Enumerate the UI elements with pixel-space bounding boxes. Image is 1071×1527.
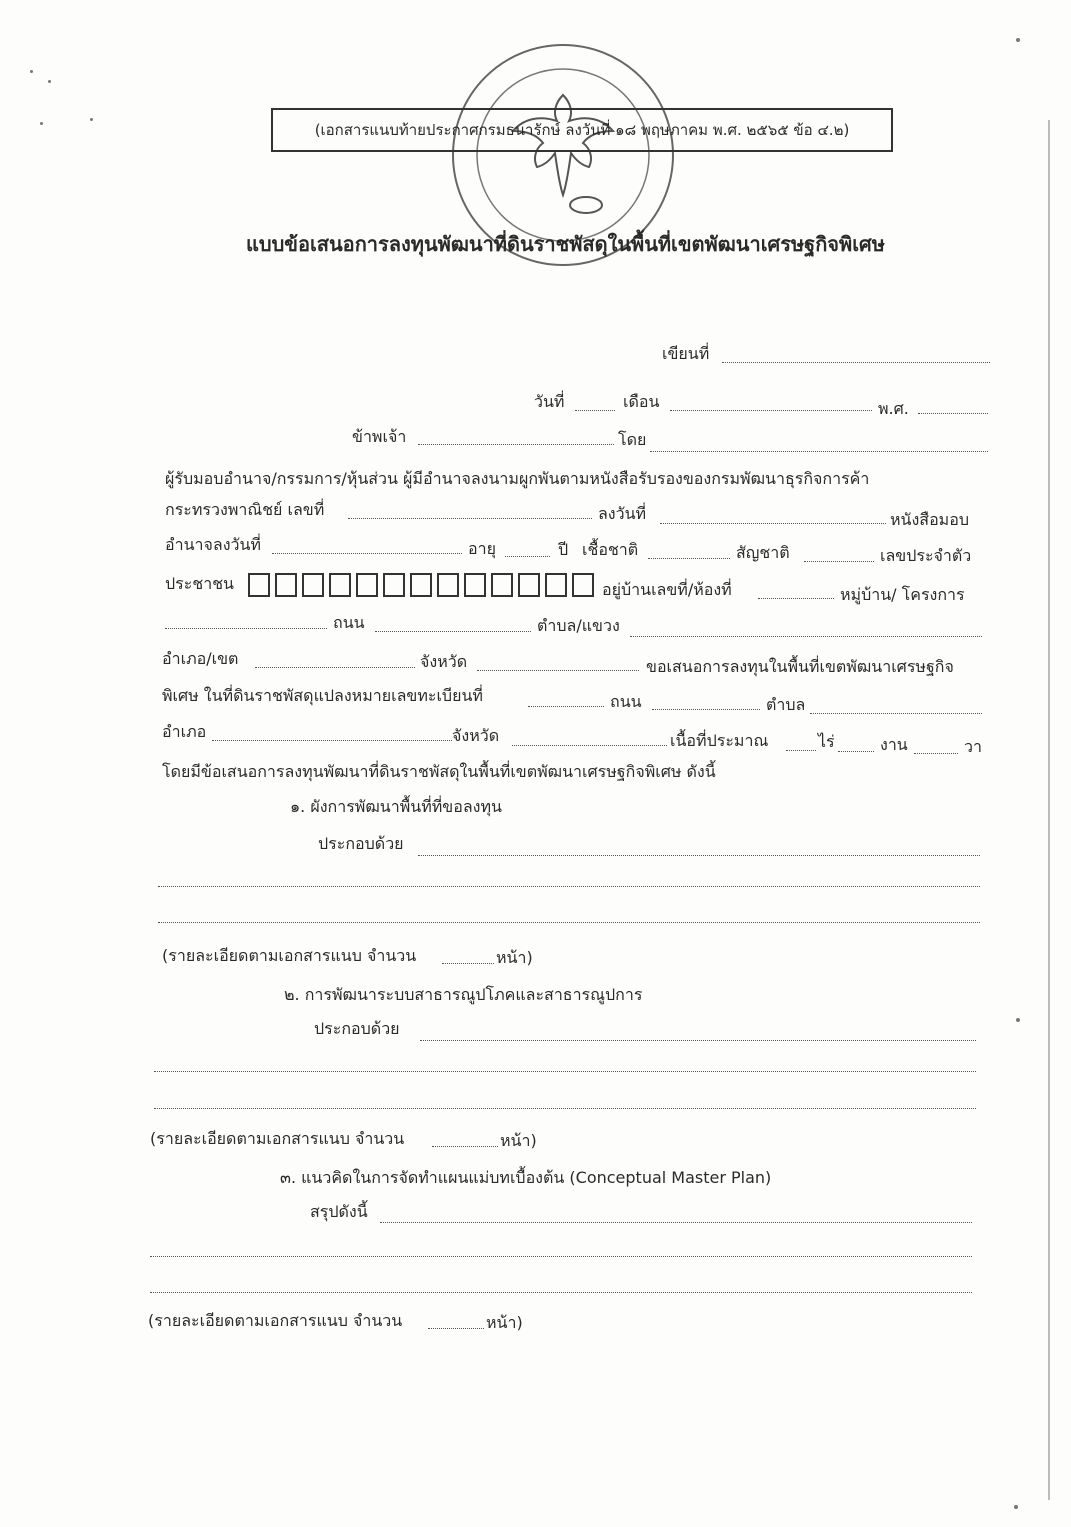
dated-field[interactable] (660, 523, 886, 524)
id-digit-box[interactable] (491, 573, 513, 597)
id-digit-box[interactable] (248, 573, 270, 597)
village-field[interactable] (165, 628, 327, 629)
section-2-detail-end: หน้า) (500, 1131, 537, 1150)
section-1-pages-field[interactable] (442, 963, 494, 964)
subdistrict-field[interactable] (630, 636, 982, 637)
house-no-field[interactable] (758, 598, 834, 599)
section-3-line[interactable] (380, 1222, 972, 1223)
section-2-line[interactable] (420, 1040, 976, 1041)
ministry-no-label: กระทรวงพาณิชย์ เลขที่ (165, 500, 325, 519)
scan-speck (40, 122, 43, 125)
form-title: แบบข้อเสนอการลงทุนพัฒนาที่ดินราชพัสดุในพื้นที่เขตพัฒนาเศรษฐกิจพิเศษ (246, 232, 885, 256)
tambon-label: ตำบล (766, 695, 806, 714)
section-3-detail-end: หน้า) (486, 1313, 523, 1332)
proposal-intro: โดยมีข้อเสนอการลงทุนพัฒนาที่ดินราชพัสดุในพื้นที่เขตพัฒนาเศรษฐกิจพิเศษ ดังนี้ (162, 762, 716, 781)
plot-no-field[interactable] (528, 706, 604, 707)
nationality-field[interactable] (804, 561, 874, 562)
id-digit-box[interactable] (545, 573, 567, 597)
wa-field[interactable] (914, 753, 958, 754)
written-at-field[interactable] (722, 362, 990, 363)
district-label: อำเภอ/เขต (162, 649, 239, 668)
tambon-field[interactable] (810, 713, 982, 714)
rai-label: ไร่ (818, 732, 835, 751)
section-3-line[interactable] (150, 1292, 972, 1293)
section-2-sub: ประกอบด้วย (314, 1019, 400, 1038)
section-1-sub: ประกอบด้วย (318, 834, 404, 853)
id-digit-box[interactable] (383, 573, 405, 597)
poa-dated-label: อำนาจลงวันที่ (165, 535, 261, 554)
id-digit-box[interactable] (572, 573, 594, 597)
header-note: (เอกสารแนบท้ายประกาศกรมธนารักษ์ ลงวันที่ ๑๘ พฤษภาคม พ.ศ. ๒๕๖๕ ข้อ ๔.๒) (314, 121, 850, 139)
id-digit-box[interactable] (437, 573, 459, 597)
scan-margin-line (1048, 120, 1050, 1500)
section-3-sub: สรุปดังนี้ (310, 1202, 368, 1221)
section-2-detail: (รายละเอียดตามเอกสารแนบ จำนวน (150, 1129, 405, 1148)
scan-speck (1014, 1505, 1018, 1509)
section-3-pages-field[interactable] (428, 1328, 484, 1329)
nationality-label: สัญชาติ (736, 543, 790, 562)
propose-text: ขอเสนอการลงทุนในพื้นที่เขตพัฒนาเศรษฐกิจ (646, 657, 954, 676)
amphoe-field[interactable] (212, 740, 452, 741)
road-field[interactable] (375, 631, 531, 632)
wa-label: วา (964, 737, 982, 756)
years-label: ปี (558, 540, 569, 559)
subdistrict-label: ตำบล/แขวง (537, 616, 620, 635)
id-no-label: เลขประจำตัว (880, 546, 972, 565)
header-note-box (271, 108, 893, 152)
id-digit-box[interactable] (329, 573, 351, 597)
scan-speck (1016, 1018, 1020, 1022)
month-label: เดือน (623, 392, 660, 411)
section-1-line[interactable] (158, 922, 980, 923)
id-digit-box[interactable] (410, 573, 432, 597)
province2-label: จังหวัด (452, 726, 500, 745)
poa-dated-field[interactable] (272, 553, 462, 554)
scan-speck (30, 70, 33, 73)
road-label: ถนน (333, 613, 365, 632)
village-label: หมู่บ้าน/ โครงการ (840, 585, 965, 604)
i-label: ข้าพเจ้า (352, 427, 407, 446)
by-field[interactable] (650, 451, 988, 452)
section-2-pages-field[interactable] (432, 1146, 498, 1147)
name-field[interactable] (418, 444, 614, 445)
id-digit-box[interactable] (302, 573, 324, 597)
race-label: เชื้อชาติ (582, 540, 639, 559)
section-1-detail-end: หน้า) (496, 948, 533, 967)
section-1-detail: (รายละเอียดตามเอกสารแนบ จำนวน (162, 946, 417, 965)
month-field[interactable] (670, 410, 872, 411)
id-digit-box[interactable] (464, 573, 486, 597)
section-3-detail: (รายละเอียดตามเอกสารแนบ จำนวน (148, 1311, 403, 1330)
year-label: พ.ศ. (878, 399, 909, 418)
by-label: โดย (618, 430, 647, 449)
rai-field[interactable] (786, 750, 816, 751)
poa-label: หนังสือมอบ (890, 510, 969, 529)
special-plot-text: พิเศษ ในที่ดินราชพัสดุแปลงหมายเลขทะเบียนที่ (162, 686, 483, 705)
province2-field[interactable] (512, 745, 667, 746)
section-1-heading: ๑. ผังการพัฒนาพื้นที่ที่ขอลงทุน (290, 797, 502, 816)
section-1-line[interactable] (158, 886, 980, 887)
scan-speck (1016, 38, 1020, 42)
district-field[interactable] (255, 667, 415, 668)
section-3-line[interactable] (150, 1256, 972, 1257)
date-field[interactable] (575, 410, 615, 411)
scan-speck (48, 80, 51, 83)
ministry-no-field[interactable] (348, 518, 592, 519)
section-2-line[interactable] (154, 1071, 976, 1072)
date-label: วันที่ (534, 392, 565, 411)
road2-label: ถนน (610, 692, 642, 711)
id-digit-box[interactable] (518, 573, 540, 597)
area-label: เนื้อที่ประมาณ (670, 731, 769, 750)
province-field[interactable] (477, 670, 639, 671)
amphoe-label: อำเภอ (162, 722, 207, 741)
age-field[interactable] (505, 556, 550, 557)
id-digit-box[interactable] (356, 573, 378, 597)
year-field[interactable] (918, 413, 988, 414)
road2-field[interactable] (652, 709, 760, 710)
province-label: จังหวัด (420, 652, 468, 671)
section-3-heading: ๓. แนวคิดในการจัดทำแผนแม่บทเบื้องต้น (Conceptual Master Plan) (280, 1168, 772, 1187)
age-label: อายุ (468, 539, 496, 558)
ngan-field[interactable] (838, 751, 874, 752)
citizen-label: ประชาชน (165, 574, 234, 593)
scan-speck (90, 118, 93, 121)
written-at-label: เขียนที่ (662, 344, 710, 363)
section-2-heading: ๒. การพัฒนาระบบสาธารณูปโภคและสาธารณูปการ (284, 985, 643, 1004)
section-2-line[interactable] (154, 1108, 976, 1109)
id-digit-box[interactable] (275, 573, 297, 597)
authorized-text: ผู้รับมอบอำนาจ/กรรมการ/หุ้นส่วน ผู้มีอำนาจลงนามผูกพันตามหนังสือรับรองของกรมพัฒนาธุรกิจการค้า (165, 469, 870, 488)
house-no-label: อยู่บ้านเลขที่/ห้องที่ (602, 580, 732, 599)
section-1-line[interactable] (418, 855, 980, 856)
race-field[interactable] (648, 558, 730, 559)
dated-label: ลงวันที่ (598, 504, 647, 523)
ngan-label: งาน (880, 735, 908, 754)
